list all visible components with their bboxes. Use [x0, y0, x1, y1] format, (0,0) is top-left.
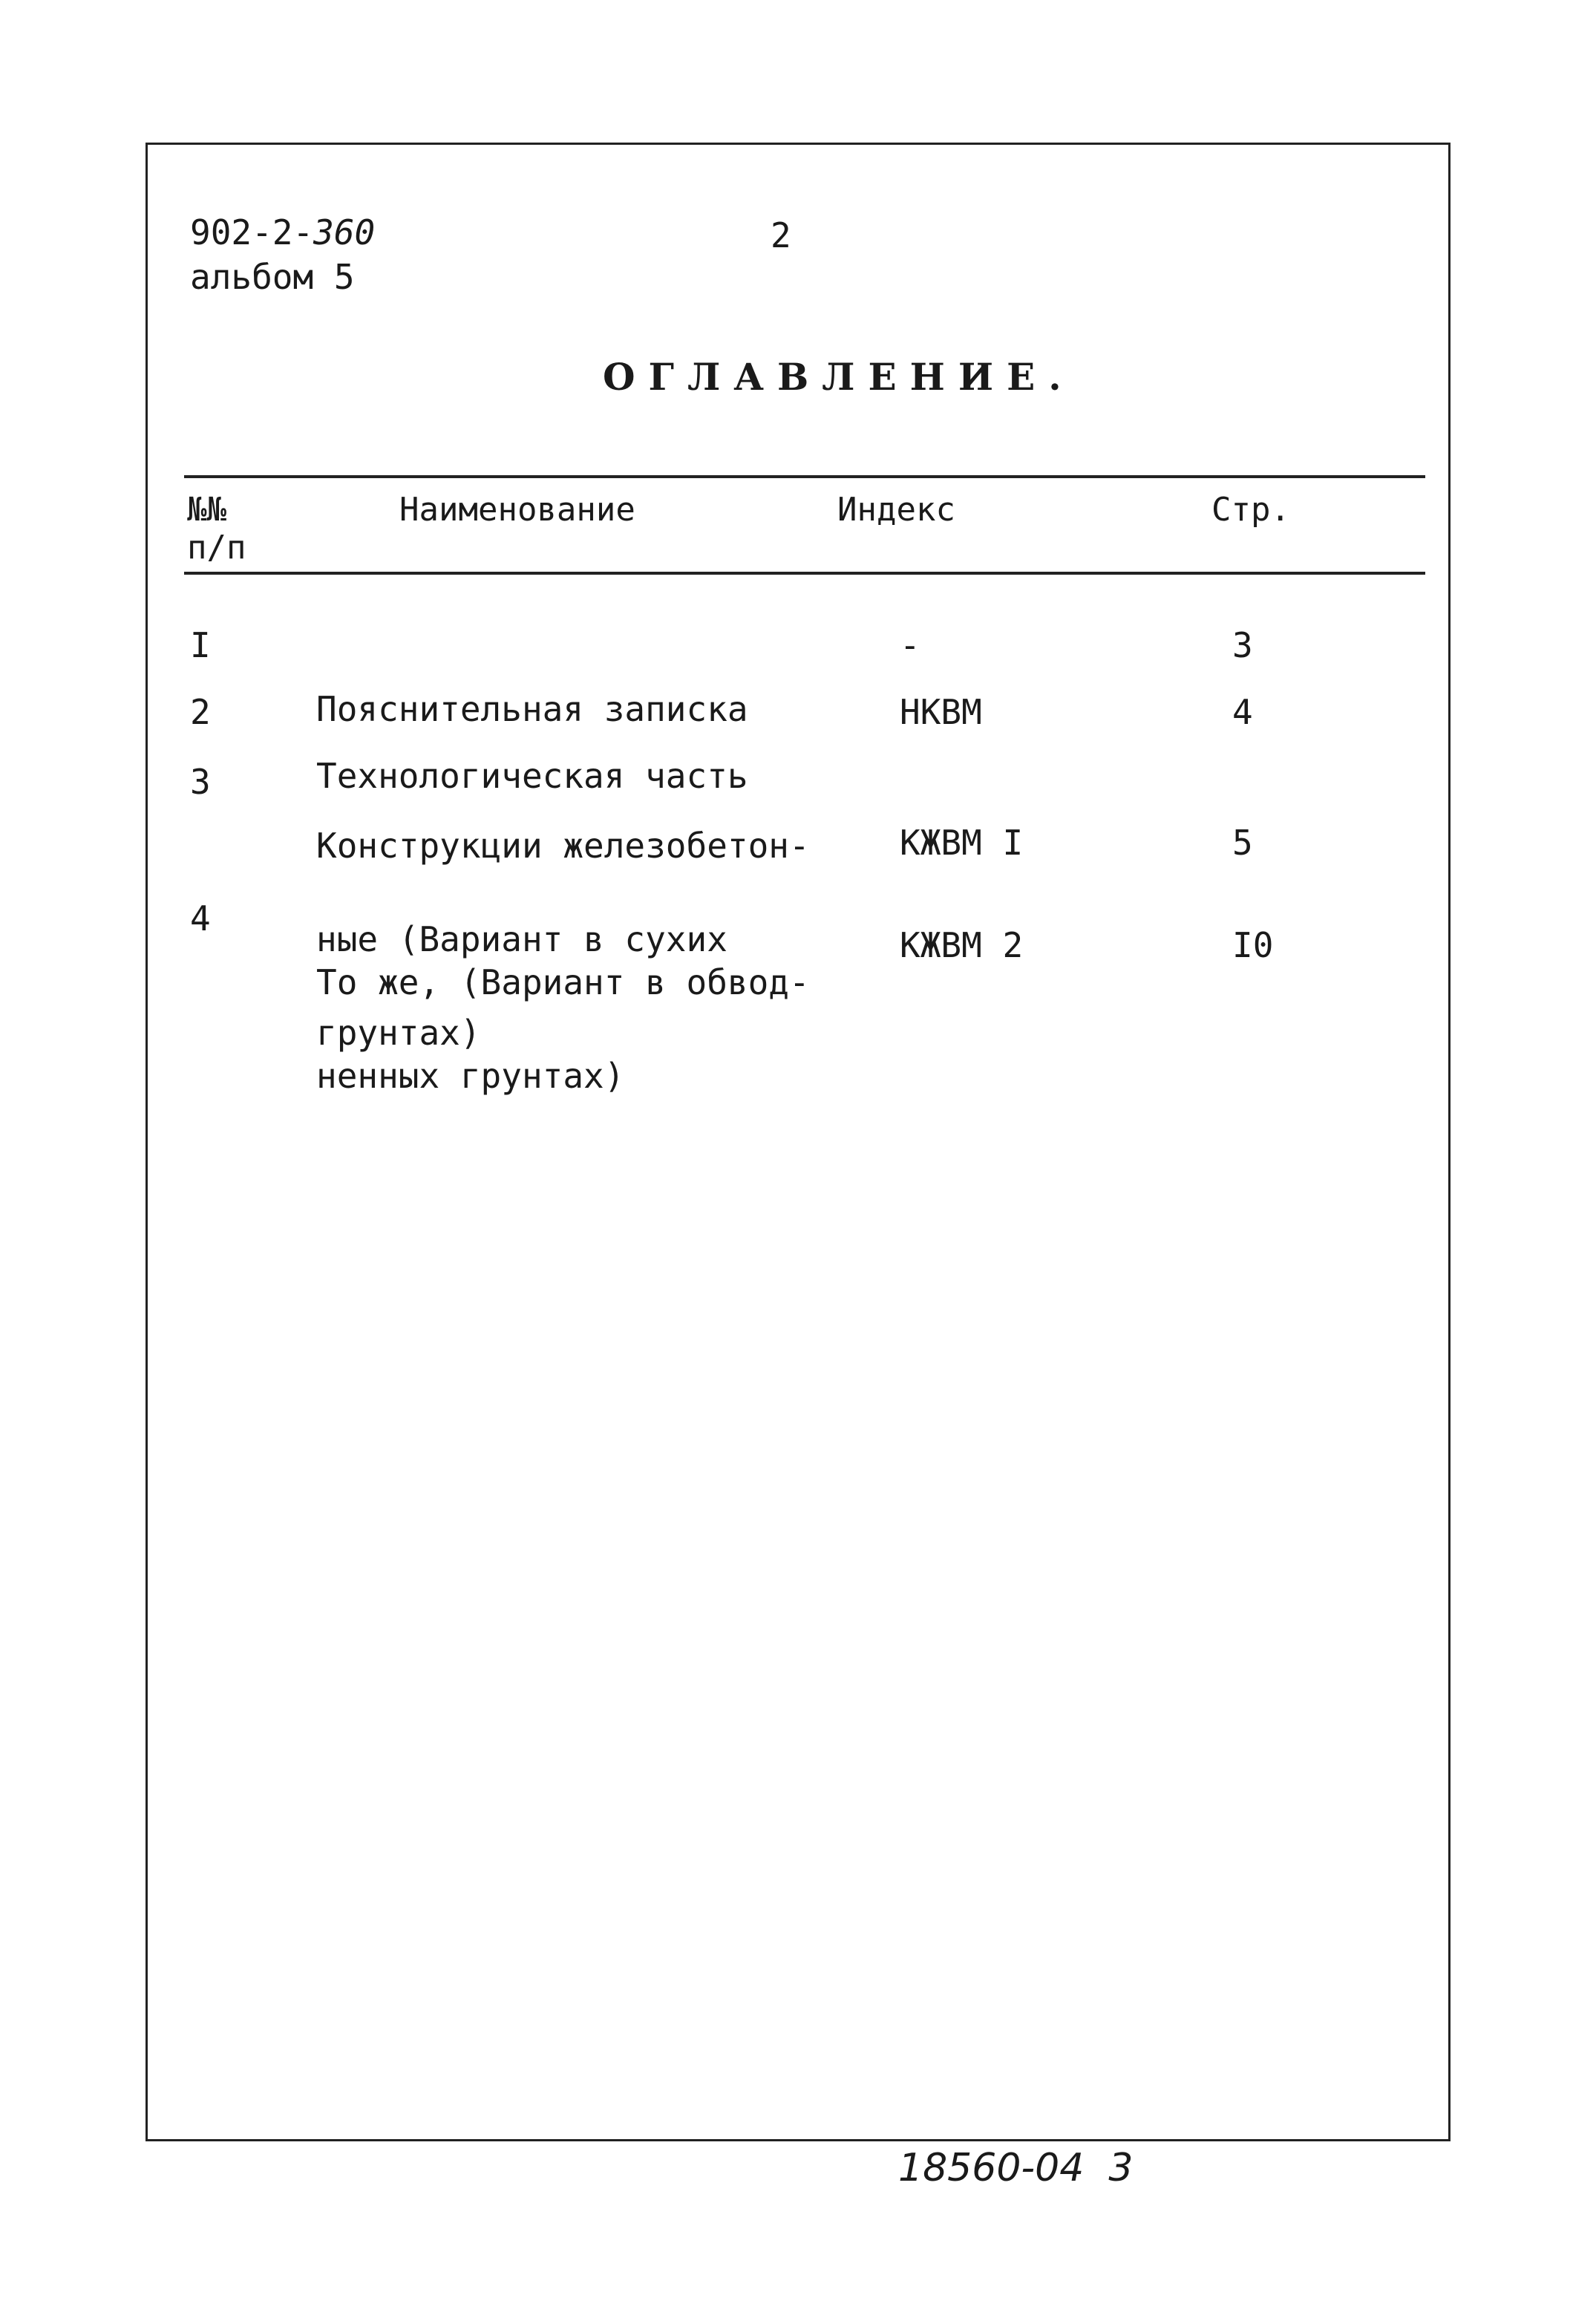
page-title: ОГЛАВЛЕНИЕ.: [603, 355, 1075, 399]
document-code-number: 360: [313, 212, 376, 252]
row-name-line: грунтах): [316, 1013, 481, 1053]
row-name-line: Технологическая часть: [316, 756, 748, 796]
row-page: 3: [1232, 625, 1253, 665]
row-name-line: ные (Вариант в сухих: [316, 919, 727, 959]
row-page: 5: [1232, 823, 1253, 863]
footer-code: [898, 2146, 1134, 2190]
column-header-number: [187, 492, 246, 567]
row-name-line: ненных грунтах): [316, 1056, 625, 1096]
table-header-rule: [184, 572, 1425, 575]
row-index: НКВМ: [900, 692, 982, 732]
row-number: 3: [190, 762, 211, 802]
row-name: [316, 901, 836, 1157]
column-header-page: Стр.: [1211, 491, 1290, 529]
row-index: -: [900, 625, 920, 665]
column-header-index: Индекс: [837, 491, 955, 529]
document-code: [190, 212, 376, 252]
row-index: КЖВМ I: [900, 823, 1024, 863]
row-number: 4: [190, 898, 211, 939]
row-name-line: Пояснительная записка: [316, 689, 748, 729]
footer-code-number: 18560-04: [898, 2146, 1085, 2190]
column-header-number-line2: п/п: [187, 528, 246, 567]
column-header-number-line1: №№: [187, 491, 226, 529]
page-number: 2: [771, 215, 791, 255]
row-page: I0: [1232, 925, 1274, 965]
row-number: 2: [190, 692, 211, 732]
footer-sheet-number: 3: [1108, 2146, 1134, 2190]
album-label: альбом 5: [190, 257, 355, 297]
table-top-rule: [184, 475, 1425, 478]
row-page: 4: [1232, 692, 1253, 732]
row-name-line: Конструкции железобетон-: [316, 826, 810, 866]
column-header-name: Наименование: [399, 491, 635, 529]
document-code-prefix: 902-2-: [190, 212, 314, 252]
row-index: КЖВМ 2: [900, 925, 1024, 965]
row-name-line: То же, (Вариант в обвод-: [316, 962, 810, 1002]
row-number: I: [190, 625, 211, 665]
